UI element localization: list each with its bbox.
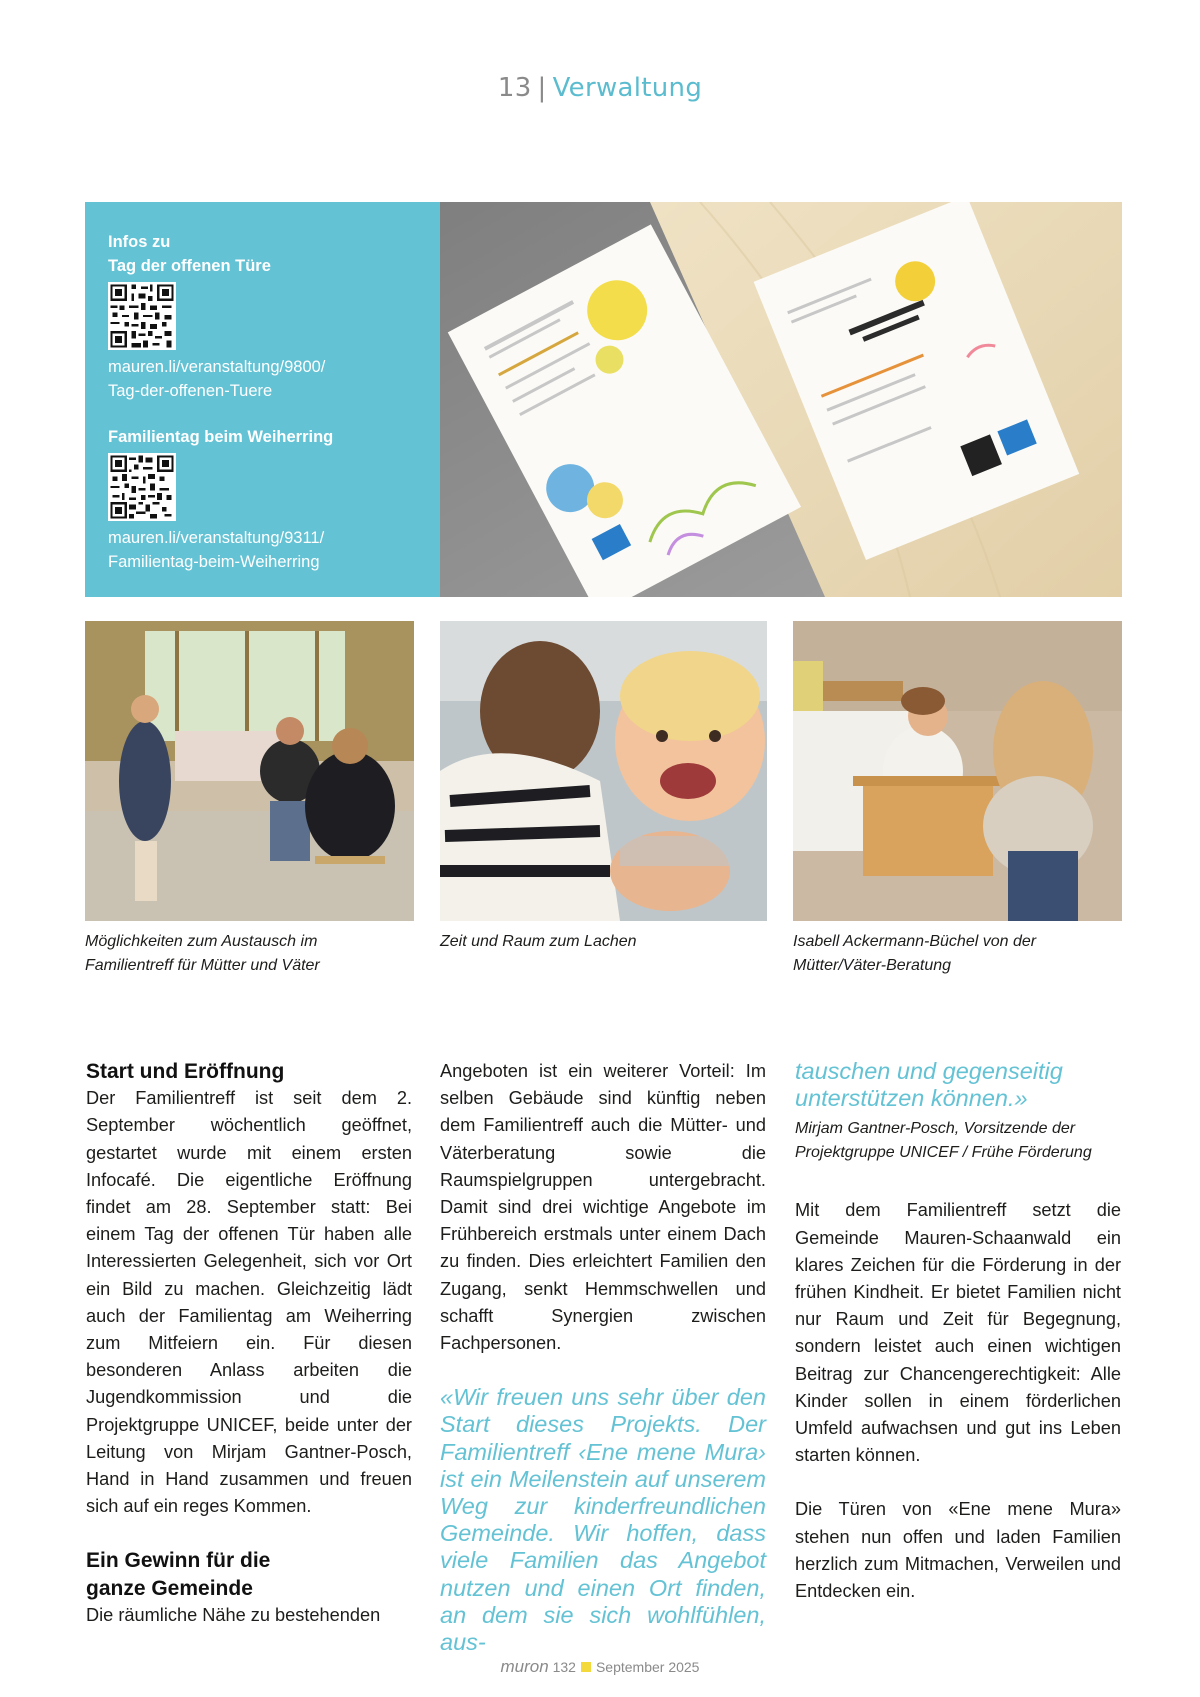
info-title: Familientag beim Weiherring <box>108 428 334 446</box>
photo-laughing-child <box>440 621 767 921</box>
info-title: Infos zu Tag der offenen Türe <box>108 233 271 275</box>
issue-date: September 2025 <box>595 1659 700 1675</box>
paragraph-commitment: Mit dem Familientreff setzt die Gemeinde Mauren-Schaanwald ein klares Zeichen für die Förderung in der frühen Kindheit. Er bietet Familien nicht nur Raum und Zeit für Begegnung, sondern leistet auch einen wichtigen Beitrag zur Chancengerechtigkeit: Alle Kinder sollen in einem förderlichen Umfeld aufwachsen und gut ins Leben starten können. <box>795 1200 1121 1466</box>
qr-code-icon[interactable] <box>108 282 176 350</box>
paragraph-proximity-continued: Angeboten ist ein weiterer Vorteil: Im selben Gebäude sind künftig neben dem Familientreff auch die Mütter- und Väterberatung sowie die Raumspielgruppen untergebracht. Damit sind drei wichtige Angebote im Frühbereich erstmals unter einem Dach zu finden. Dies erleichtert Familien den Zugang, senkt Hemmschwellen und schafft Synergien zwischen Fachpersonen. <box>440 1061 766 1354</box>
photo-counseling <box>793 621 1122 921</box>
info-block-family-day <box>108 425 416 574</box>
magazine-name: muron <box>500 1657 549 1676</box>
header-separator: | <box>537 73 547 103</box>
caption-counseling: Isabell Ackermann-Büchel von der Mütter/Väter-Beratung <box>793 933 1037 974</box>
page-number: 13 <box>497 73 532 103</box>
info-box <box>85 202 440 597</box>
article-column-1 <box>86 1058 412 1629</box>
paragraph-start: Der Familientreff ist seit dem 2. September wöchentlich geöffnet, gestartet wurde mit einem ersten Infocafé. Die eigentliche Eröffnung findet am 28. September statt: Bei einem Tag der offenen Tür haben alle Interessierten Gelegenheit, sich vor Ort ein Bild zu machen. Gleichzeitig lädt auch der Familientag am Weiherring zum Mitfeiern ein. Für diesen besonderen Anlass arbeiten die Jugendkommission und die Projektgruppe UNICEF, beide unter der Leitung von Mirjam Gantner-Posch, Hand in Hand zusammen und freuen sich auf ein reges Kommen. <box>86 1088 412 1517</box>
info-link-open-day[interactable]: mauren.li/veranstaltung/9800/ Tag-der-offenen-Tuere <box>108 358 326 400</box>
pull-quote: «Wir freuen uns sehr über den Start dieses Projekts. Der Familientreff ‹Ene mene Mura› ist ein Meilenstein auf unserem Weg zur kinderfreundlichen Gemeinde. Wir hoffen, dass viele Familien das Angebot nutzen und einen Ort finden, an dem sie sich wohlfühlen, aus- <box>440 1384 766 1656</box>
page-footer <box>0 1657 1200 1677</box>
pull-quote-continued: tauschen und gegenseitig unterstützen können.» <box>795 1058 1063 1112</box>
caption-laughing-child: Zeit und Raum zum Lachen <box>440 933 637 950</box>
footer-square-icon <box>581 1662 591 1672</box>
info-block-open-day <box>108 230 416 403</box>
issue-number: 132 <box>552 1659 576 1675</box>
article-column-2 <box>440 1058 766 1656</box>
quote-attribution: Mirjam Gantner-Posch, Vorsitzende der Projektgruppe UNICEF / Frühe Förderung <box>795 1120 1092 1162</box>
page-header <box>0 73 1200 103</box>
paragraph-proximity-start: Die räumliche Nähe zu bestehenden <box>86 1604 381 1625</box>
qr-code-icon[interactable] <box>108 453 176 521</box>
heading-start: Start und Eröffnung <box>86 1060 285 1083</box>
flyers-photo <box>440 202 1122 597</box>
article-column-3 <box>795 1058 1121 1605</box>
section-title: Verwaltung <box>552 73 703 103</box>
caption-family-meeting: Möglichkeiten zum Austausch im Familientreff für Mütter und Väter <box>85 933 320 974</box>
paragraph-invitation: Die Türen von «Ene mene Mura» stehen nun offen und laden Familien herzlich zum Mitmachen, Verweilen und Entdecken ein. <box>795 1499 1121 1602</box>
heading-gain: Ein Gewinn für die ganze Gemeinde <box>86 1549 271 1600</box>
photo-family-meeting <box>85 621 414 921</box>
info-link-family-day[interactable]: mauren.li/veranstaltung/9311/ Familientag-beim-Weiherring <box>108 529 325 571</box>
